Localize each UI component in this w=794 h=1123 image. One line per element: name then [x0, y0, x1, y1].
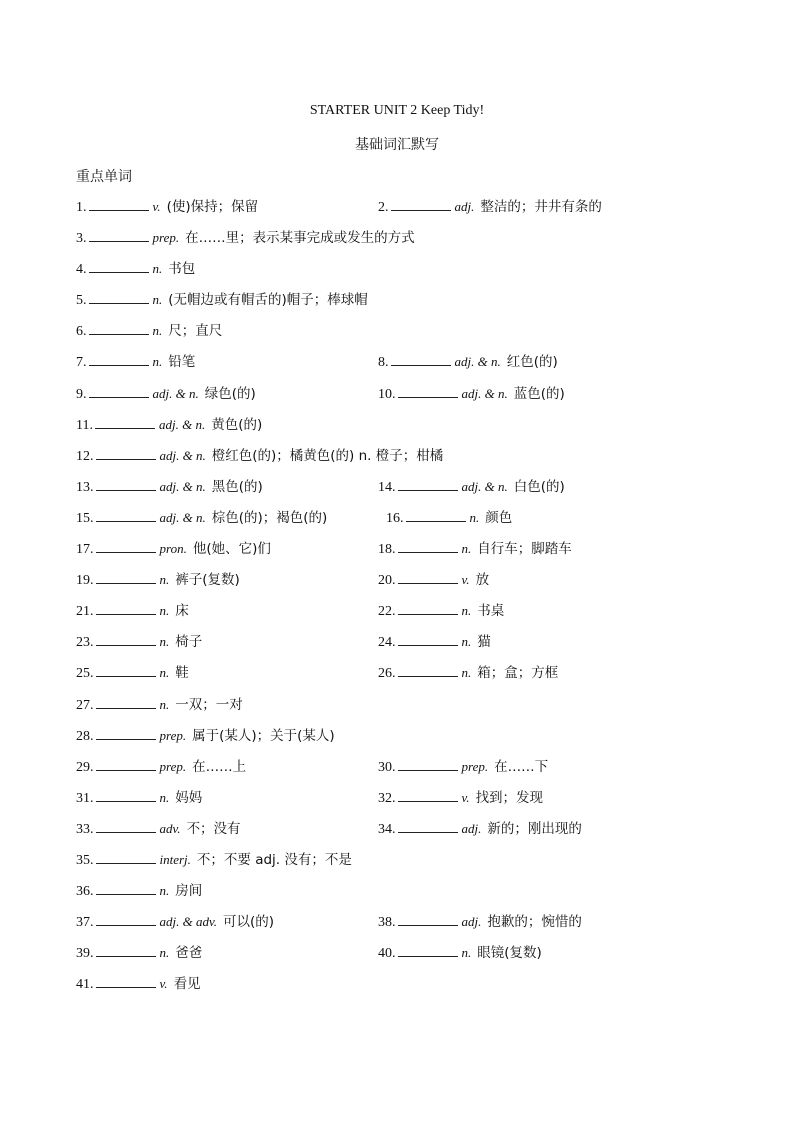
chinese-meaning: 床 — [175, 603, 189, 620]
item-number: 31. — [76, 790, 94, 806]
chinese-meaning: 在……下 — [494, 758, 549, 775]
answer-blank[interactable] — [406, 507, 466, 522]
item-number: 5. — [76, 293, 87, 309]
vocab-item — [76, 538, 271, 560]
answer-blank[interactable] — [96, 756, 156, 771]
item-number: 39. — [76, 946, 94, 962]
item-number: 20. — [378, 573, 396, 589]
vocab-item — [378, 787, 543, 809]
vocab-item — [76, 569, 240, 591]
page-subtitle: 基础词汇默写 — [355, 137, 439, 153]
page-title: STARTER UNIT 2 Keep Tidy! — [309, 103, 485, 118]
part-of-speech: n. — [159, 603, 170, 619]
vocab-row — [76, 942, 756, 973]
vocab-row — [76, 227, 756, 258]
part-of-speech: adj. & n. — [461, 478, 508, 494]
part-of-speech: adj. — [461, 820, 482, 836]
answer-blank[interactable] — [89, 383, 149, 398]
vocab-item — [378, 569, 489, 591]
answer-blank[interactable] — [96, 445, 156, 460]
vocab-row — [76, 414, 756, 445]
answer-blank[interactable] — [96, 600, 156, 615]
chinese-meaning: 不；没有 — [186, 820, 241, 837]
chinese-meaning: 箱；盒；方框 — [477, 665, 559, 682]
item-number: 21. — [76, 604, 94, 620]
vocab-item — [76, 756, 246, 778]
part-of-speech: v. — [461, 789, 470, 805]
chinese-meaning: 属于(某人)；关于(某人) — [192, 727, 335, 744]
vocab-item — [378, 942, 542, 964]
chinese-meaning: (使)保持；保留 — [166, 199, 259, 215]
part-of-speech: n. — [461, 634, 472, 650]
part-of-speech: n. — [159, 883, 170, 899]
answer-blank[interactable] — [398, 383, 458, 398]
part-of-speech: n. — [159, 789, 170, 805]
vocab-item — [378, 538, 572, 560]
vocab-item — [378, 351, 558, 373]
vocabulary-list — [76, 196, 756, 1004]
vocab-row — [76, 662, 756, 693]
vocab-item — [76, 880, 202, 902]
item-number: 1. — [76, 200, 87, 215]
chinese-meaning: 书包 — [168, 261, 196, 278]
vocab-row — [76, 600, 756, 631]
item-number: 3. — [76, 231, 87, 247]
vocab-item — [378, 600, 504, 622]
item-number: 16. — [386, 510, 404, 526]
part-of-speech: interj. — [159, 851, 191, 867]
vocab-row — [76, 538, 756, 569]
vocab-row — [76, 476, 756, 507]
vocab-item — [76, 694, 243, 716]
chinese-meaning: 新的；刚出现的 — [487, 820, 582, 837]
item-number: 9. — [76, 386, 87, 402]
item-number: 23. — [76, 635, 94, 651]
answer-blank[interactable] — [96, 973, 156, 988]
part-of-speech: n. — [159, 634, 170, 650]
part-of-speech: adj. & n. — [461, 385, 508, 401]
answer-blank[interactable] — [89, 196, 149, 211]
chinese-meaning: 爸爸 — [175, 945, 203, 962]
chinese-meaning: 黄色(的) — [211, 416, 263, 433]
vocab-item — [76, 787, 202, 809]
part-of-speech: adj. — [461, 914, 482, 930]
chinese-meaning: 椅子 — [175, 634, 203, 651]
vocab-item — [378, 756, 548, 778]
part-of-speech: n. — [159, 665, 170, 681]
item-number: 41. — [76, 977, 94, 993]
part-of-speech: n. — [152, 261, 163, 277]
chinese-meaning: 在……里；表示某事完成或发生的方式 — [185, 230, 415, 247]
vocab-row — [76, 258, 756, 289]
chinese-meaning: 棕色(的)；褐色(的) — [211, 509, 328, 526]
item-number: 37. — [76, 915, 94, 931]
item-number: 32. — [378, 790, 396, 806]
vocab-row — [76, 911, 756, 942]
item-number: 27. — [76, 697, 94, 713]
answer-blank[interactable] — [89, 351, 149, 366]
answer-blank[interactable] — [96, 569, 156, 584]
vocab-item — [76, 351, 195, 373]
item-number: 40. — [378, 946, 396, 962]
vocab-item — [76, 445, 443, 467]
vocab-row — [76, 196, 756, 227]
answer-blank[interactable] — [89, 227, 149, 242]
chinese-meaning: 红色(的) — [506, 354, 558, 371]
answer-blank[interactable] — [89, 320, 149, 335]
vocab-row — [76, 849, 756, 880]
part-of-speech: adj. & n. — [158, 416, 206, 432]
vocab-item — [386, 507, 512, 529]
vocab-item — [76, 849, 352, 871]
answer-blank[interactable] — [89, 258, 149, 273]
part-of-speech: n. — [461, 541, 472, 557]
item-number: 7. — [76, 355, 87, 371]
vocab-item — [378, 911, 582, 933]
item-number: 14. — [378, 479, 396, 495]
part-of-speech: prep. — [152, 230, 180, 246]
part-of-speech: v. — [152, 199, 161, 214]
item-number: 2. — [378, 200, 389, 215]
chinese-meaning: 房间 — [175, 883, 203, 900]
part-of-speech: n. — [469, 509, 480, 525]
part-of-speech: n. — [461, 945, 472, 961]
vocab-item — [378, 476, 565, 498]
answer-blank[interactable] — [398, 569, 458, 584]
chinese-meaning: 铅笔 — [168, 354, 196, 371]
part-of-speech: n. — [461, 603, 472, 619]
answer-blank[interactable] — [96, 538, 156, 553]
vocab-item — [378, 196, 602, 218]
part-of-speech: adj. & n. — [159, 447, 206, 463]
vocab-row — [76, 756, 756, 787]
item-number: 6. — [76, 324, 87, 340]
answer-blank[interactable] — [398, 756, 458, 771]
vocab-item — [76, 600, 189, 622]
vocab-item — [76, 942, 202, 964]
chinese-meaning: 自行车；脚踏车 — [477, 541, 572, 558]
chinese-meaning: 在……上 — [192, 758, 247, 775]
item-number: 19. — [76, 573, 94, 589]
part-of-speech: n. — [461, 665, 472, 681]
vocab-row — [76, 973, 756, 1004]
answer-blank[interactable] — [96, 507, 156, 522]
chinese-meaning: 猫 — [477, 634, 491, 651]
chinese-meaning: 放 — [475, 572, 490, 589]
answer-blank[interactable] — [96, 662, 156, 677]
vocab-row — [76, 787, 756, 818]
vocab-item — [76, 289, 368, 311]
section-heading: 重点单词 — [76, 169, 132, 185]
part-of-speech: adj. & n. — [454, 354, 501, 370]
item-number: 36. — [76, 884, 94, 900]
vocab-row — [76, 818, 756, 849]
part-of-speech: adj. & adv. — [159, 914, 218, 930]
vocab-row — [76, 725, 756, 756]
part-of-speech: adv. — [159, 820, 181, 836]
chinese-meaning: 他(她、它)们 — [192, 541, 271, 558]
part-of-speech: n. — [159, 696, 170, 712]
chinese-meaning: (无帽边或有帽舌的)帽子；棒球帽 — [168, 292, 368, 309]
vocab-row — [76, 631, 756, 662]
part-of-speech: n. — [159, 945, 170, 961]
answer-blank[interactable] — [96, 818, 156, 833]
chinese-meaning: 蓝色(的) — [513, 385, 565, 402]
vocab-item — [378, 631, 491, 653]
part-of-speech: prep. — [159, 758, 187, 774]
vocab-row — [76, 351, 756, 382]
answer-blank[interactable] — [398, 476, 458, 491]
vocab-item — [378, 818, 582, 840]
answer-blank[interactable] — [398, 538, 458, 553]
answer-blank[interactable] — [398, 818, 458, 833]
answer-blank[interactable] — [398, 600, 458, 615]
vocab-row — [76, 880, 756, 911]
vocab-item — [378, 662, 558, 684]
vocab-item — [76, 227, 415, 249]
answer-blank[interactable] — [398, 787, 458, 802]
item-number: 38. — [378, 915, 396, 931]
part-of-speech: n. — [152, 323, 163, 339]
answer-blank[interactable] — [96, 911, 156, 926]
vocab-item — [76, 258, 195, 280]
answer-blank[interactable] — [398, 911, 458, 926]
answer-blank[interactable] — [391, 351, 451, 366]
part-of-speech: adj. & n. — [159, 509, 206, 525]
vocab-row — [76, 320, 756, 351]
answer-blank[interactable] — [96, 476, 156, 491]
item-number: 11. — [76, 417, 93, 433]
answer-blank[interactable] — [96, 694, 156, 709]
vocab-item — [76, 818, 241, 840]
item-number: 10. — [378, 386, 396, 402]
answer-blank[interactable] — [95, 414, 155, 429]
part-of-speech: n. — [152, 354, 163, 370]
part-of-speech: v. — [461, 572, 470, 588]
chinese-meaning: 裤子(复数) — [175, 572, 240, 589]
part-of-speech: n. — [159, 572, 170, 588]
vocab-item — [76, 507, 327, 529]
part-of-speech: adj. & n. — [152, 385, 199, 401]
part-of-speech: v. — [159, 976, 168, 992]
chinese-meaning: 眼镜(复数) — [477, 945, 542, 962]
item-number: 35. — [76, 852, 94, 868]
vocab-row — [76, 507, 756, 538]
chinese-meaning: 一双；一对 — [175, 696, 243, 713]
item-number: 22. — [378, 604, 396, 620]
vocab-row — [76, 383, 756, 414]
item-number: 33. — [76, 821, 94, 837]
answer-blank[interactable] — [96, 942, 156, 957]
item-number: 15. — [76, 510, 94, 526]
answer-blank[interactable] — [398, 631, 458, 646]
vocab-item — [76, 414, 262, 436]
vocab-item — [76, 911, 274, 933]
chinese-meaning: 书桌 — [477, 603, 505, 620]
chinese-meaning: 黑色(的) — [211, 478, 263, 495]
item-number: 30. — [378, 759, 396, 775]
vocab-item — [76, 320, 222, 342]
chinese-meaning: 找到；发现 — [475, 789, 544, 806]
answer-blank[interactable] — [89, 289, 149, 304]
chinese-meaning: 整洁的；井井有条的 — [480, 199, 602, 215]
vocab-item — [76, 662, 189, 684]
vocab-item — [76, 383, 256, 405]
chinese-meaning: 绿色(的) — [204, 385, 256, 402]
item-number: 29. — [76, 759, 94, 775]
chinese-meaning: 看见 — [173, 976, 201, 993]
item-number: 17. — [76, 542, 94, 558]
part-of-speech: pron. — [159, 541, 187, 557]
answer-blank[interactable] — [96, 631, 156, 646]
answer-blank[interactable] — [398, 662, 458, 677]
answer-blank[interactable] — [96, 880, 156, 895]
chinese-meaning: 橙红色(的)；橘黄色(的) n. 橙子；柑橘 — [211, 447, 444, 464]
part-of-speech: adj. — [454, 199, 475, 214]
part-of-speech: adj. & n. — [159, 478, 206, 494]
part-of-speech: prep. — [461, 758, 489, 774]
vocab-row — [76, 694, 756, 725]
answer-blank[interactable] — [96, 787, 156, 802]
answer-blank[interactable] — [398, 942, 458, 957]
chinese-meaning: 颜色 — [485, 509, 513, 526]
vocab-item — [76, 725, 335, 747]
vocab-item — [76, 631, 202, 653]
item-number: 28. — [76, 728, 94, 744]
item-number: 25. — [76, 666, 94, 682]
part-of-speech: prep. — [159, 727, 187, 743]
vocab-row — [76, 569, 756, 600]
vocab-row — [76, 445, 756, 476]
chinese-meaning: 抱歉的；惋惜的 — [487, 914, 582, 931]
chinese-meaning: 妈妈 — [175, 789, 203, 806]
item-number: 12. — [76, 448, 94, 464]
chinese-meaning: 白色(的) — [513, 478, 565, 495]
chinese-meaning: 可以(的) — [223, 914, 275, 931]
chinese-meaning: 鞋 — [175, 665, 189, 682]
item-number: 18. — [378, 542, 396, 558]
item-number: 26. — [378, 666, 396, 682]
vocab-row — [76, 289, 756, 320]
part-of-speech: n. — [152, 292, 163, 308]
item-number: 24. — [378, 635, 396, 651]
chinese-meaning: 尺；直尺 — [168, 323, 223, 340]
vocab-item — [76, 476, 263, 498]
chinese-meaning: 不；不要 adj. 没有；不是 — [196, 851, 352, 868]
answer-blank[interactable] — [96, 725, 156, 740]
item-number: 34. — [378, 821, 396, 837]
vocab-item — [76, 196, 258, 218]
item-number: 13. — [76, 479, 94, 495]
vocab-item — [378, 383, 565, 405]
vocab-item — [76, 973, 201, 995]
answer-blank[interactable] — [391, 196, 451, 211]
item-number: 8. — [378, 355, 389, 371]
answer-blank[interactable] — [96, 849, 156, 864]
item-number: 4. — [76, 262, 87, 278]
